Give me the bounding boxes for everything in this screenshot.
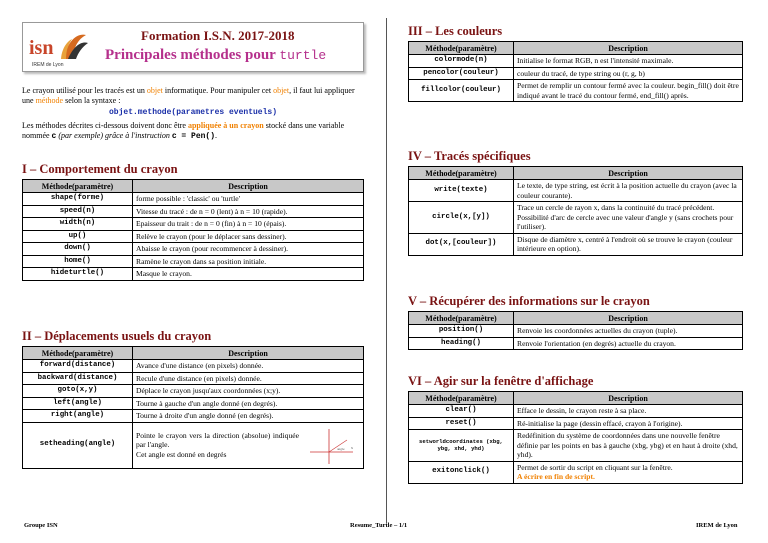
section-6-table: Méthode(paramètre) Description clear() Efface le dessin, le crayon reste à sa place. reset() Ré-initialise la page (dessin effacé, crayon à l'origine). setworldcoordinates (xbg, ybg, xhd, yhd) Redéfinition du système de coordonnées dans une nouvelle fenêtre définie par les points en bas à gauche (xbg, ybg) et en haut à droite (xhd, yhd). exitonclick() Permet de sortir du script en cliquant sur la fenêtre. A écrire en fin de script.	[408, 391, 743, 484]
section-4-title: IV – Tracés spécifiques	[408, 149, 531, 163]
section-3-table: Méthode(paramètre) Description colormode(n) Initialise le format RGB, n est l'intensité maximale. pencolor(couleur) couleur du tracé, de type string ou (r, g, b) fillcolor(couleur) Permet de remplir un contour fermé avec la couleur. begin_fill() doit être indiqué avant le tracé du contour fermé, end_fill() après.	[408, 41, 743, 102]
table-row: hideturtle() Masque le crayon.	[23, 268, 364, 281]
column-divider	[386, 18, 387, 523]
section-5	[408, 294, 743, 350]
table-row: dot(x,[couleur]) Disque de diamètre x, centré à l'endroit où se trouve le crayon (couleur intérieure en option).	[409, 233, 743, 255]
section-3-title: III – Les couleurs	[408, 24, 503, 38]
section-3	[408, 24, 743, 102]
svg-text:IREM de Lyon: IREM de Lyon	[32, 62, 64, 68]
table-row: goto(x,y) Déplace le crayon jusqu'aux coordonnées (x;y).	[23, 385, 364, 398]
table-row: down() Abaisse le crayon (pour recommencer à dessiner).	[23, 243, 364, 256]
table-row: setheading(angle) Pointe le crayon vers la direction (absolue) indiquée par l'angle. Cet angle est donné en degrés angle x	[23, 422, 364, 468]
svg-text:x: x	[351, 444, 353, 450]
title-formation: Formation I.S.N. 2017-2018	[141, 28, 295, 43]
svg-text:isn: isn	[29, 37, 54, 59]
section-5-title: V – Récupérer des informations sur le crayon	[408, 294, 650, 308]
syntax-line: objet.methode(parametres eventuels)	[108, 108, 278, 117]
irem-logo-icon	[28, 29, 90, 69]
table-row: heading() Renvoie l'orientation (en degrés) actuelle du crayon.	[409, 337, 743, 350]
table-row: backward(distance) Recule d'une distance (en pixels) donnée.	[23, 372, 364, 385]
section-4-table: Méthode(paramètre) Description write(texte) Le texte, de type string, est écrit à la position actuelle du crayon (avec la couleur courante). circle(x,[y]) Trace un cercle de rayon x, dans la continuité du tracé précédent. Possibilité d'arc de cercle avec une valeur d'angle y (sans crochets pour l'utiliser). dot(x,[couleur]) Disque de diamètre x, centré à l'endroit où se trouve le crayon (couleur intérieure en option).	[408, 166, 743, 256]
table-row: colormode(n) Initialise le format RGB, n est l'intensité maximale.	[409, 55, 743, 68]
table-row: position() Renvoie les coordonnées actuelles du crayon (tuple).	[409, 325, 743, 338]
section-1-title: I – Comportement du crayon	[22, 162, 178, 176]
intro-paragraph-1: Le crayon utilisé pour les tracés est un objet informatique. Pour manipuler cet objet, il faut lui appliquer une méthode selon la syntaxe :	[22, 86, 355, 105]
table-row: shape(forme) forme possible : 'classic' ou 'turtle'	[23, 193, 364, 206]
footer-left: Groupe ISN	[24, 522, 58, 529]
table-row: home() Ramène le crayon dans sa position initiale.	[23, 255, 364, 268]
section-1	[22, 162, 364, 281]
table-row: exitonclick() Permet de sortir du script en cliquant sur la fenêtre. A écrire en fin de script.	[409, 461, 743, 483]
table-row: width(n) Epaisseur du trait : de n = 0 (fin) à n = 10 (épais).	[23, 218, 364, 231]
table-row: clear() Efface le dessin, le crayon reste à sa place.	[409, 405, 743, 418]
table-row: forward(distance) Avance d'une distance (en pixels) donnée.	[23, 360, 364, 373]
section-2	[22, 329, 364, 469]
table-row: pencolor(couleur) couleur du tracé, de type string ou (r, g, b)	[409, 67, 743, 80]
section-1-table: Méthode(paramètre) Description shape(forme) forme possible : 'classic' ou 'turtle' speed(n) Vitesse du tracé : de n = 0 (lent) à n = 10 (rapide). width(n) Epaisseur du trait : de n = 0 (fin) à n = 10 (épais). up() Relève le crayon (pour le déplacer sans dessiner). down() Abaisse le crayon (pour recommencer à dessiner). home() Ramène le crayon dans sa position initiale. hideturtle() Masque le crayon.	[22, 179, 364, 281]
section-6	[408, 374, 743, 484]
footer-right: IREM de Lyon	[696, 522, 738, 529]
title-methods: Principales méthodes pour turtle	[105, 47, 327, 63]
table-row: left(angle) Tourne à gauche d'un angle donné (en degrés).	[23, 397, 364, 410]
table-row: speed(n) Vitesse du tracé : de n = 0 (lent) à n = 10 (rapide).	[23, 205, 364, 218]
footer-center: Resume_Turtle – 1/1	[350, 522, 408, 529]
intro-paragraph-2: Les méthodes décrites ci-dessous doivent donc être appliquée à un crayon stocké dans une variable nommée c (par exemple) grâce à l'instruction c = Pen().	[22, 121, 345, 141]
section-5-table: Méthode(paramètre) Description position() Renvoie les coordonnées actuelles du crayon (tuple). heading() Renvoie l'orientation (en degrés) actuelle du crayon.	[408, 311, 743, 350]
section-4	[408, 149, 743, 256]
table-row: circle(x,[y]) Trace un cercle de rayon x, dans la continuité du tracé précédent. Possibilité d'arc de cercle avec une valeur d'angle y (sans crochets pour l'utiliser).	[409, 202, 743, 234]
svg-text:angle: angle	[337, 446, 345, 451]
table-row: up() Relève le crayon (pour le déplacer sans dessiner).	[23, 230, 364, 243]
section-6-title: VI – Agir sur la fenêtre d'affichage	[408, 374, 594, 388]
intro	[22, 86, 364, 142]
table-row: setworldcoordinates (xbg, ybg, xhd, yhd) Redéfinition du système de coordonnées dans une nouvelle fenêtre définie par les points en bas à gauche (xbg, ybg) et en haut à droite (xhd, yhd).	[409, 430, 743, 462]
table-row: right(angle) Tourne à droite d'un angle donné (en degrés).	[23, 410, 364, 423]
table-row: write(texte) Le texte, de type string, est écrit à la position actuelle du crayon (avec la couleur courante).	[409, 180, 743, 202]
table-row: fillcolor(couleur) Permet de remplir un contour fermé avec la couleur. begin_fill() doit être indiqué avant le tracé du contour fermé, end_fill() après.	[409, 80, 743, 102]
table-row: reset() Ré-initialise la page (dessin effacé, crayon à l'origine).	[409, 417, 743, 430]
section-2-title: II – Déplacements usuels du crayon	[22, 329, 212, 343]
angle-diagram-icon	[307, 426, 357, 466]
header-box	[22, 22, 364, 72]
section-2-table: Méthode(paramètre) Description forward(distance) Avance d'une distance (en pixels) donnée. backward(distance) Recule d'une distance (en pixels) donnée. goto(x,y) Déplace le crayon jusqu'aux coordonnées (x;y). left(angle) Tourne à gauche d'un angle donné (en degrés). right(angle) Tourne à droite d'un angle donné (en degrés). setheading(angle) Pointe le crayon vers la direction (absolue) indiquée par l'angle. Cet angle est donné en degrés angle x	[22, 346, 364, 469]
